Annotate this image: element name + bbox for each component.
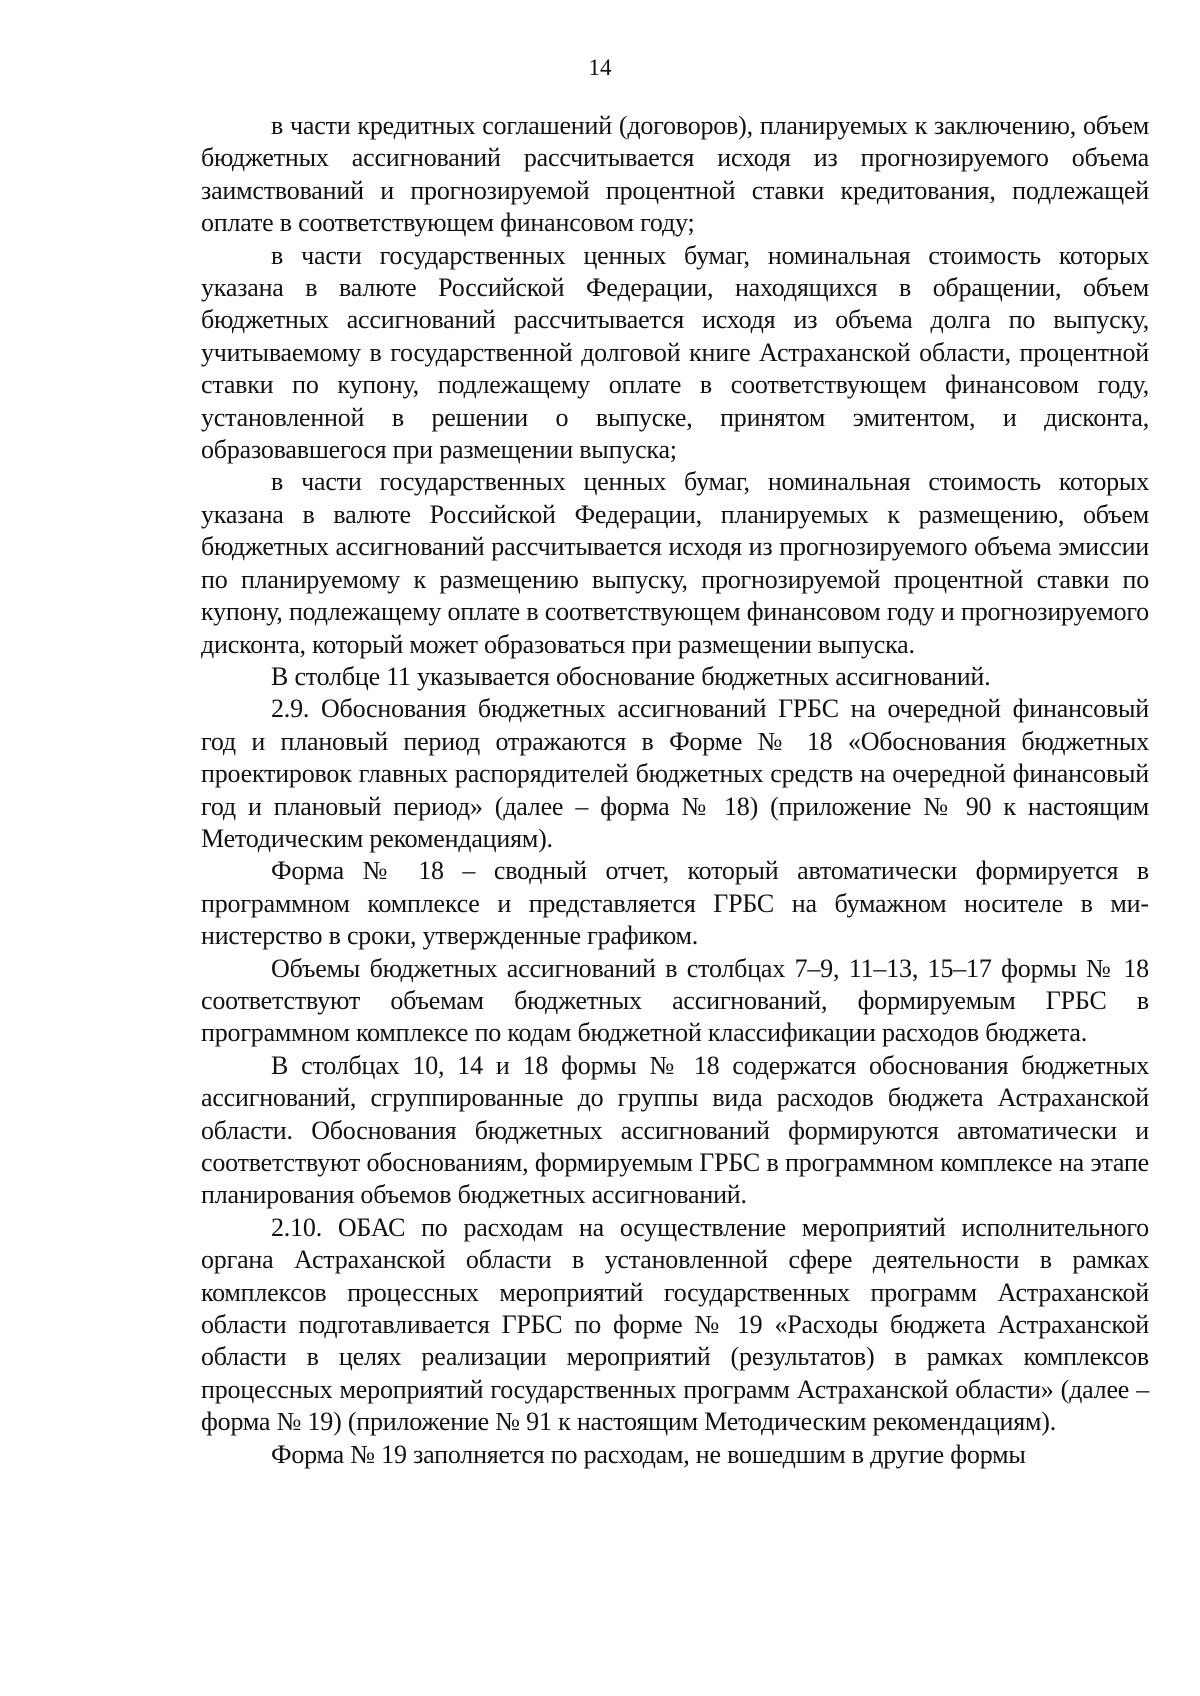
paragraph-securities-planned: в части государственных ценных бумаг, номинальная стоимость которых указана в валюте Российской Федерации, планируемых к размещению, объем бюджетных ассигнований рассчитывается исходя из прогнозируемого объема эмиссии по планируемому к размещению выпуску, прогнозируемой процентной ставки по купону, подлежащему оплате в соответствующем финансовом году и прогнозируемого дисконта, который может образоваться при размещении выпуска. <box>201 467 1149 659</box>
paragraph-form-18-volumes: Объемы бюджетных ассигнований в столбцах 7–9, 11–13, 15–17 формы № 18 соответствуют объемам бюджетных ассигнований, формируемым ГРБС в программном комплексе по кодам бюджетной классификации расходов бюджета. <box>201 953 1149 1048</box>
paragraph-column-11: В столбце 11 указывается обоснование бюджетных ассигнований. <box>271 661 991 691</box>
paragraph-form-18-justifications: В столбцах 10, 14 и 18 формы № 18 содержатся обоснования бюджетных ассигнований, сгруппированные до группы вида расходов бюджета Астраханской области. Обоснования бюджетных ассигнований формируются автоматически и соответствуют обоснованиям, формируемым ГРБС в программном комплексе на этапе планирования объемов бюджетных ассигнований. <box>201 1050 1149 1210</box>
paragraph-securities-in-circulation: в части государственных ценных бумаг, номинальная стоимость которых указана в валюте Российской Федерации, находящихся в обращении, объем бюджетных ассигнований рассчитывается исходя из объема долга по выпуску, учитываемому в государственной долговой книге Астраханской области, процентной ставки по купону, подлежащему оплате в соответствующем финансовом году, установленной в решении о выпуске, принятом эмитентом, и дисконта, образовавшегося при размещении выпуска; <box>201 240 1149 465</box>
paragraph-credit-agreements: в части кредитных соглашений (договоров), планируемых к заключению, объем бюджетных ассигнований рассчитывается исходя из прогнозируемого объема заимствований и прогнозируемой процентной ставки кредитования, подлежащей оплате в соответствующем финансовом году; <box>201 111 1149 238</box>
paragraph-form-18-report: Форма № 18 – сводный отчет, который автоматически формируется в программном комплексе и представляется ГРБС на бумажном носителе в министерство в сроки, утвержденные графиком. <box>201 856 1149 951</box>
paragraph-form-19: Форма № 19 заполняется по расходам, не вошедшим в другие формы <box>271 1439 1026 1469</box>
body-text <box>201 110 1149 1471</box>
page-number: 14 <box>588 55 612 80</box>
paragraph-section-2-9: 2.9. Обоснования бюджетных ассигнований ГРБС на очередной финансовый год и плановый период отражаются в Форме № 18 «Обоснования бюджетных проектировок главных распорядителей бюджетных средств на очередной финансовый год и плановый период» (далее – форма № 18) (приложение № 90 к настоящим Методическим рекомендациям). <box>201 694 1149 853</box>
paragraph-section-2-10: 2.10. ОБАС по расходам на осуществление мероприятий исполнительного органа Астраханской области в установленной сфере деятельности в рамках комплексов процессных мероприятий государственных программ Астраханской области подготавливается ГРБС по форме № 19 «Расходы бюджета Астраханской области в целях реализации мероприятий (результатов) в рамках комплексов процессных мероприятий государственных программ Астраханской области» (далее – форма № 19) (приложение № 91 к настоящим Методическим рекомендациям). <box>201 1212 1149 1437</box>
